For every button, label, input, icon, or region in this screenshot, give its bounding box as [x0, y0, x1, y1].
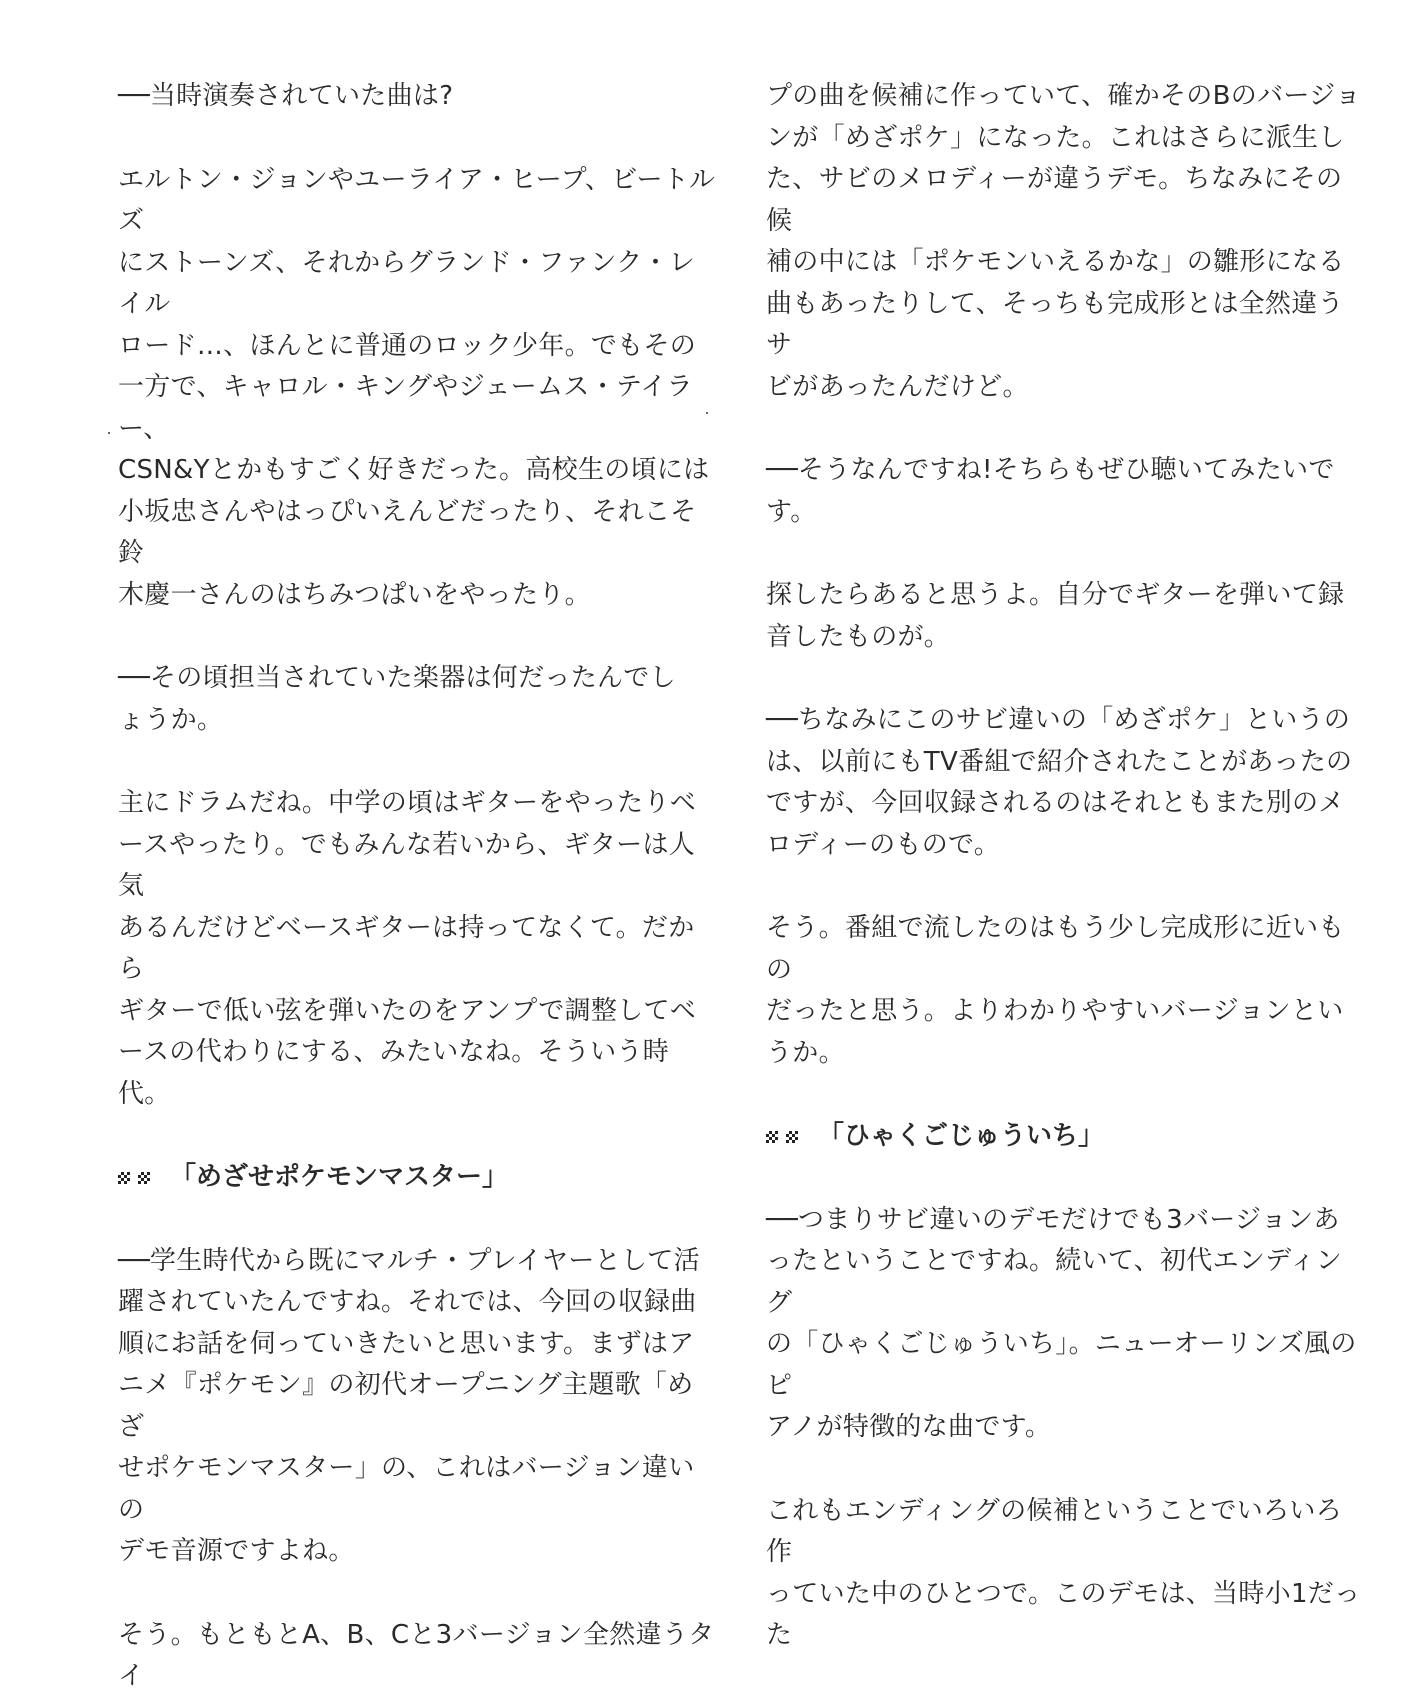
- interview-answer: 探したらあると思うよ。自分でギターを弾いて録 音したものが。: [766, 580, 1345, 652]
- paragraph-gap: [766, 533, 1366, 575]
- paragraph-gap: [766, 658, 1366, 700]
- paragraph-gap: [118, 1115, 718, 1157]
- interview-question: ──そうなんですね!そちらもぜひ聴いてみたいです。: [766, 455, 1335, 527]
- scan-speck: [706, 412, 708, 414]
- section-heading-text: 「ひゃくごじゅういち」: [818, 1121, 1105, 1151]
- right-column: [766, 76, 1366, 1657]
- interview-answer: エルトン・ジョンやユーライア・ヒープ、ビートルズ にストーンズ、それからグランド・ファンク・レイル ロード…、ほんとに普通のロック少年。でもその 一方で、キャロル・キングやジェームス・テイラー、 CSN&Yとかもすごく好きだった。高校生の頃には 小坂忠さんやはっぴいえんどだったり、それこそ鈴 木慶一さんのはちみつぱいをやったり。: [118, 164, 716, 610]
- interview-answer: これもエンディングの候補ということでいろいろ作 っていた中のひとつで。このデモは、当時小1だった: [766, 1495, 1361, 1650]
- paragraph-gap: [118, 1199, 718, 1241]
- checker-bullet-icon: [766, 1130, 800, 1144]
- paragraph-gap: [766, 1449, 1366, 1491]
- interview-question: ──学生時代から既にマルチ・プレイヤーとして活 躍されていたんですね。それでは、今回の収録曲 順にお話を伺っていきたいと思います。まずはア ニメ『ポケモン』の初代オープニング主題歌「めざ せポケモンマスター」の、これはバージョン違いの デモ音源ですよね。: [118, 1245, 700, 1566]
- paragraph-gap: [118, 616, 718, 658]
- scan-speck: [108, 432, 110, 434]
- interview-question: ──つまりサビ違いのデモだけでも3バージョンあ ったということですね。続いて、初代エンディング の「ひゃくごじゅういち」。ニューオーリンズ風のピ アノが特徴的な曲です。: [766, 1204, 1357, 1442]
- interview-answer: そう。もともとA、B、Cと3バージョン全然違うタイ: [118, 1619, 715, 1691]
- interview-answer: 主にドラムだね。中学の頃はギターをやったりベ ースやったり。でもみんな若いから、ギターは人気 あるんだけどベースギターは持ってなくて。だから ギターで低い弦を弾いたのをアンプで調整してベ ースの代わりにする、みたいなね。そういう時代。: [118, 788, 697, 1109]
- interview-question: ──当時演奏されていた曲は?: [118, 81, 454, 111]
- checker-bullet-icon: [118, 1171, 152, 1185]
- section-heading: [118, 1157, 718, 1199]
- paragraph-gap: [766, 408, 1366, 450]
- paragraph-gap: [766, 1074, 1366, 1116]
- interview-question: ──ちなみにこのサビ違いの「めざポケ」というの は、以前にもTV番組で紹介されたことがあったの ですが、今回収録されるのはそれともまた別のメ ロディーのもので。: [766, 705, 1353, 860]
- interview-answer: そう。番組で流したのはもう少し完成形に近いもの だったと思う。よりわかりやすいバージョンというか。: [766, 913, 1345, 1068]
- paragraph-gap: [766, 1158, 1366, 1200]
- interview-question: ──その頃担当されていた楽器は何だったんでし ょうか。: [118, 663, 676, 735]
- section-heading-text: 「めざせポケモンマスター」: [170, 1162, 509, 1192]
- paragraph-gap: [118, 1573, 718, 1615]
- left-column: [118, 76, 718, 1698]
- paragraph-gap: [118, 741, 718, 783]
- paragraph-gap: [766, 866, 1366, 908]
- paragraph-gap: [118, 118, 718, 160]
- interview-answer: プの曲を候補に作っていて、確かそのBのバージョ ンが「めざポケ」になった。これはさらに派生し た、サビのメロディーが違うデモ。ちなみにその候 補の中には「ポケモンいえるかな」の雛形になる 曲もあったりして、そっちも完成形とは全然違うサ ビがあったんだけど。: [766, 81, 1362, 402]
- section-heading: [766, 1116, 1366, 1158]
